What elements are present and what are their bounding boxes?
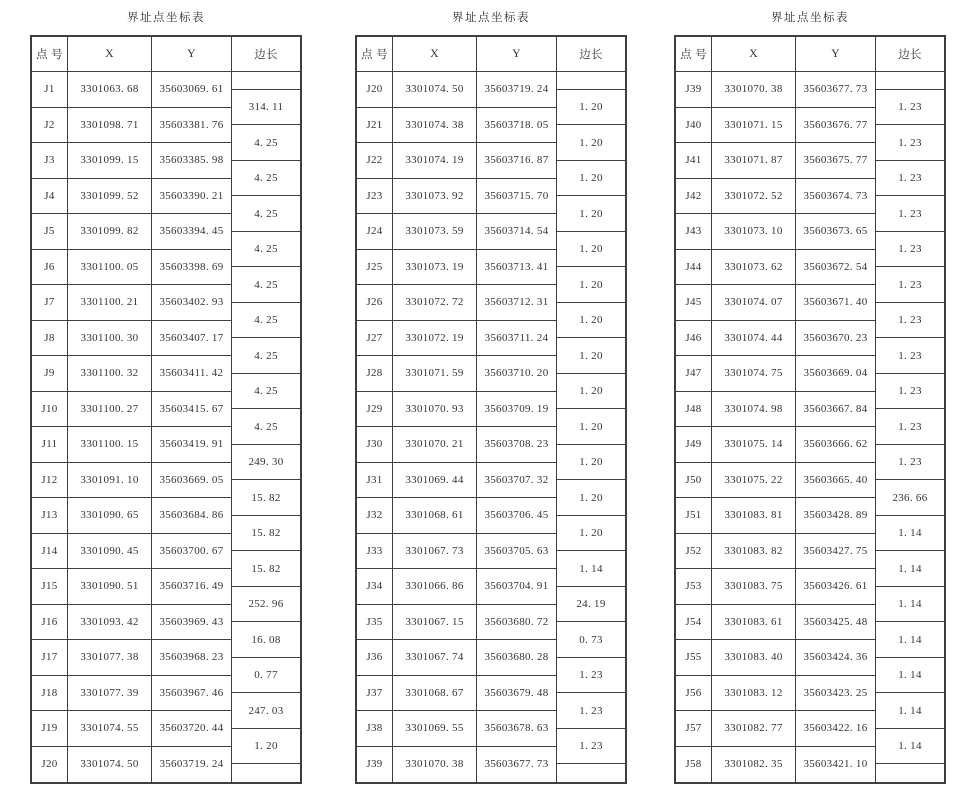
x-coordinate-cell: 3301077. 38 (68, 640, 152, 676)
x-coordinate-cell: 3301067. 15 (393, 605, 477, 641)
y-coordinate-cell: 35603674. 73 (796, 179, 876, 215)
point-id-cell: J44 (676, 250, 712, 286)
x-coordinate-cell: 3301099. 52 (68, 179, 152, 215)
x-coordinate-cell: 3301074. 50 (393, 72, 477, 108)
col-header-point-number: 点 号 (32, 37, 68, 72)
side-length-cell: 249. 30 (232, 445, 300, 481)
y-coordinate-cell: 35603716. 49 (152, 569, 232, 605)
point-id-cell: J4 (32, 179, 68, 215)
point-id-cell: J43 (676, 214, 712, 250)
x-coordinate-cell: 3301099. 15 (68, 143, 152, 179)
x-coordinate-cell: 3301070. 38 (712, 72, 796, 108)
x-coordinate-cell: 3301093. 42 (68, 605, 152, 641)
x-coordinate-cell: 3301098. 71 (68, 108, 152, 144)
x-coordinate-cell: 3301074. 55 (68, 711, 152, 747)
point-id-cell: J35 (357, 605, 393, 641)
side-length-cell: 15. 82 (232, 516, 300, 552)
x-coordinate-cell: 3301074. 07 (712, 285, 796, 321)
y-coordinate-cell: 35603427. 75 (796, 534, 876, 570)
side-length-cell: 1. 14 (557, 551, 625, 587)
y-coordinate-cell: 35603673. 65 (796, 214, 876, 250)
side-length-cell: 1. 20 (557, 196, 625, 232)
y-coordinate-cell: 35603719. 24 (477, 72, 557, 108)
point-coordinate-columns (676, 37, 876, 782)
coordinate-table-block-2 (355, 10, 627, 784)
side-length-cell: 4. 25 (232, 232, 300, 268)
side-length-spacer (232, 72, 300, 90)
point-id-cell: J40 (676, 108, 712, 144)
x-coordinate-cell: 3301066. 86 (393, 569, 477, 605)
point-id-cell: J24 (357, 214, 393, 250)
y-coordinate-cell: 35603704. 91 (477, 569, 557, 605)
point-id-cell: J33 (357, 534, 393, 570)
point-id-cell: J46 (676, 321, 712, 357)
y-coordinate-cell: 35603419. 91 (152, 427, 232, 463)
y-coordinate-cell: 35603422. 16 (796, 711, 876, 747)
y-coordinate-cell: 35603715. 70 (477, 179, 557, 215)
point-id-cell: J45 (676, 285, 712, 321)
side-length-cell: 314. 11 (232, 90, 300, 126)
x-coordinate-cell: 3301072. 72 (393, 285, 477, 321)
point-id-cell: J5 (32, 214, 68, 250)
side-length-cell: 1. 14 (876, 658, 944, 694)
point-id-cell: J57 (676, 711, 712, 747)
side-length-cell: 1. 20 (557, 338, 625, 374)
x-coordinate-cell: 3301075. 14 (712, 427, 796, 463)
point-id-cell: J39 (357, 747, 393, 783)
y-coordinate-cell: 35603679. 48 (477, 676, 557, 712)
point-coordinate-columns (357, 37, 557, 782)
side-length-cell: 1. 14 (876, 693, 944, 729)
side-length-cell: 1. 23 (876, 303, 944, 339)
y-coordinate-cell: 35603415. 67 (152, 392, 232, 428)
y-coordinate-cell: 35603968. 23 (152, 640, 232, 676)
side-length-cell: 1. 23 (876, 161, 944, 197)
y-coordinate-cell: 35603411. 42 (152, 356, 232, 392)
x-coordinate-cell: 3301074. 50 (68, 747, 152, 783)
point-id-cell: J23 (357, 179, 393, 215)
y-coordinate-cell: 35603713. 41 (477, 250, 557, 286)
point-id-cell: J16 (32, 605, 68, 641)
y-coordinate-cell: 35603710. 20 (477, 356, 557, 392)
col-header-side-length: 边长 (876, 37, 944, 72)
x-coordinate-cell: 3301100. 30 (68, 321, 152, 357)
y-coordinate-cell: 35603671. 40 (796, 285, 876, 321)
point-id-cell: J37 (357, 676, 393, 712)
x-coordinate-cell: 3301099. 82 (68, 214, 152, 250)
y-coordinate-cell: 35603705. 63 (477, 534, 557, 570)
x-coordinate-cell: 3301068. 61 (393, 498, 477, 534)
y-coordinate-cell: 35603676. 77 (796, 108, 876, 144)
y-coordinate-cell: 35603720. 44 (152, 711, 232, 747)
y-coordinate-cell: 35603069. 61 (152, 72, 232, 108)
y-coordinate-cell: 35603967. 46 (152, 676, 232, 712)
y-coordinate-cell: 35603425. 48 (796, 605, 876, 641)
side-length-cell: 1. 14 (876, 622, 944, 658)
point-id-cell: J52 (676, 534, 712, 570)
col-header-point-number: 点 号 (676, 37, 712, 72)
y-coordinate-cell: 35603711. 24 (477, 321, 557, 357)
x-coordinate-cell: 3301075. 22 (712, 463, 796, 499)
x-coordinate-cell: 3301083. 40 (712, 640, 796, 676)
y-coordinate-cell: 35603969. 43 (152, 605, 232, 641)
point-id-cell: J55 (676, 640, 712, 676)
point-id-cell: J2 (32, 108, 68, 144)
side-length-cell: 16. 08 (232, 622, 300, 658)
point-id-cell: J53 (676, 569, 712, 605)
col-header-y: Y (796, 37, 876, 72)
side-length-spacer (232, 764, 300, 782)
point-id-cell: J11 (32, 427, 68, 463)
col-header-x: X (712, 37, 796, 72)
side-length-cell: 1. 23 (876, 125, 944, 161)
y-coordinate-cell: 35603667. 84 (796, 392, 876, 428)
x-coordinate-cell: 3301070. 38 (393, 747, 477, 783)
point-id-cell: J42 (676, 179, 712, 215)
coordinate-table (674, 35, 946, 784)
side-length-cell: 1. 23 (876, 409, 944, 445)
y-coordinate-cell: 35603426. 61 (796, 569, 876, 605)
side-length-cell: 1. 23 (557, 693, 625, 729)
side-length-column (876, 37, 944, 782)
point-id-cell: J3 (32, 143, 68, 179)
x-coordinate-cell: 3301067. 73 (393, 534, 477, 570)
point-id-cell: J6 (32, 250, 68, 286)
x-coordinate-cell: 3301071. 87 (712, 143, 796, 179)
y-coordinate-cell: 35603712. 31 (477, 285, 557, 321)
side-length-cell: 1. 23 (876, 196, 944, 232)
x-coordinate-cell: 3301074. 98 (712, 392, 796, 428)
y-coordinate-cell: 35603665. 40 (796, 463, 876, 499)
coordinate-table (355, 35, 627, 784)
point-id-cell: J1 (32, 72, 68, 108)
side-length-cell: 1. 20 (557, 480, 625, 516)
coordinate-table-block-1 (30, 10, 302, 784)
point-id-cell: J21 (357, 108, 393, 144)
x-coordinate-cell: 3301074. 75 (712, 356, 796, 392)
side-length-cell: 1. 23 (876, 338, 944, 374)
point-id-cell: J20 (357, 72, 393, 108)
point-id-cell: J27 (357, 321, 393, 357)
side-length-cell: 1. 20 (232, 729, 300, 765)
y-coordinate-cell: 35603707. 32 (477, 463, 557, 499)
y-coordinate-cell: 35603672. 54 (796, 250, 876, 286)
x-coordinate-cell: 3301073. 62 (712, 250, 796, 286)
y-coordinate-cell: 35603398. 69 (152, 250, 232, 286)
y-coordinate-cell: 35603385. 98 (152, 143, 232, 179)
point-id-cell: J22 (357, 143, 393, 179)
x-coordinate-cell: 3301082. 77 (712, 711, 796, 747)
col-header-side-length: 边长 (232, 37, 300, 72)
side-length-column (557, 37, 625, 782)
side-length-cell: 1. 14 (876, 587, 944, 623)
point-id-cell: J26 (357, 285, 393, 321)
x-coordinate-cell: 3301100. 05 (68, 250, 152, 286)
side-length-cell: 1. 20 (557, 516, 625, 552)
x-coordinate-cell: 3301083. 61 (712, 605, 796, 641)
y-coordinate-cell: 35603684. 86 (152, 498, 232, 534)
side-length-cell: 1. 20 (557, 445, 625, 481)
col-header-x: X (393, 37, 477, 72)
side-length-cell: 1. 14 (876, 551, 944, 587)
point-id-cell: J50 (676, 463, 712, 499)
x-coordinate-cell: 3301100. 27 (68, 392, 152, 428)
point-id-cell: J48 (676, 392, 712, 428)
x-coordinate-cell: 3301072. 19 (393, 321, 477, 357)
x-coordinate-cell: 3301073. 19 (393, 250, 477, 286)
y-coordinate-cell: 35603680. 72 (477, 605, 557, 641)
x-coordinate-cell: 3301083. 81 (712, 498, 796, 534)
side-length-cell: 1. 20 (557, 409, 625, 445)
side-length-cell: 4. 25 (232, 374, 300, 410)
x-coordinate-cell: 3301082. 35 (712, 747, 796, 783)
point-id-cell: J15 (32, 569, 68, 605)
x-coordinate-cell: 3301083. 75 (712, 569, 796, 605)
side-length-cell: 1. 23 (876, 267, 944, 303)
y-coordinate-cell: 35603670. 23 (796, 321, 876, 357)
side-length-cell: 1. 23 (876, 232, 944, 268)
y-coordinate-cell: 35603669. 05 (152, 463, 232, 499)
point-id-cell: J49 (676, 427, 712, 463)
table-title: 界址点坐标表 (127, 12, 205, 24)
side-length-cell: 252. 96 (232, 587, 300, 623)
y-coordinate-cell: 35603714. 54 (477, 214, 557, 250)
x-coordinate-cell: 3301074. 19 (393, 143, 477, 179)
side-length-cell: 1. 20 (557, 374, 625, 410)
x-coordinate-cell: 3301073. 59 (393, 214, 477, 250)
point-id-cell: J8 (32, 321, 68, 357)
side-length-cell: 1. 20 (557, 161, 625, 197)
side-length-cell: 1. 23 (876, 374, 944, 410)
point-id-cell: J17 (32, 640, 68, 676)
y-coordinate-cell: 35603407. 17 (152, 321, 232, 357)
point-id-cell: J25 (357, 250, 393, 286)
point-id-cell: J34 (357, 569, 393, 605)
point-id-cell: J36 (357, 640, 393, 676)
side-length-cell: 1. 20 (557, 267, 625, 303)
y-coordinate-cell: 35603677. 73 (796, 72, 876, 108)
x-coordinate-cell: 3301090. 45 (68, 534, 152, 570)
side-length-cell: 1. 20 (557, 232, 625, 268)
side-length-cell: 1. 23 (557, 658, 625, 694)
side-length-cell: 1. 20 (557, 90, 625, 126)
side-length-cell: 0. 73 (557, 622, 625, 658)
side-length-cell: 4. 25 (232, 338, 300, 374)
point-id-cell: J7 (32, 285, 68, 321)
point-id-cell: J32 (357, 498, 393, 534)
y-coordinate-cell: 35603669. 04 (796, 356, 876, 392)
point-id-cell: J54 (676, 605, 712, 641)
point-id-cell: J13 (32, 498, 68, 534)
point-id-cell: J14 (32, 534, 68, 570)
col-header-y: Y (152, 37, 232, 72)
side-length-cell: 247. 03 (232, 693, 300, 729)
side-length-cell: 24. 19 (557, 587, 625, 623)
x-coordinate-cell: 3301069. 44 (393, 463, 477, 499)
x-coordinate-cell: 3301069. 55 (393, 711, 477, 747)
x-coordinate-cell: 3301074. 38 (393, 108, 477, 144)
side-length-spacer (876, 764, 944, 782)
y-coordinate-cell: 35603718. 05 (477, 108, 557, 144)
side-length-column (232, 37, 300, 782)
col-header-y: Y (477, 37, 557, 72)
y-coordinate-cell: 35603675. 77 (796, 143, 876, 179)
side-length-cell: 1. 23 (557, 729, 625, 765)
col-header-x: X (68, 37, 152, 72)
side-length-cell: 4. 25 (232, 303, 300, 339)
y-coordinate-cell: 35603716. 87 (477, 143, 557, 179)
y-coordinate-cell: 35603700. 67 (152, 534, 232, 570)
x-coordinate-cell: 3301100. 21 (68, 285, 152, 321)
y-coordinate-cell: 35603421. 10 (796, 747, 876, 783)
x-coordinate-cell: 3301074. 44 (712, 321, 796, 357)
point-id-cell: J39 (676, 72, 712, 108)
side-length-cell: 1. 20 (557, 303, 625, 339)
side-length-cell: 4. 25 (232, 125, 300, 161)
point-id-cell: J29 (357, 392, 393, 428)
y-coordinate-cell: 35603678. 63 (477, 711, 557, 747)
y-coordinate-cell: 35603428. 89 (796, 498, 876, 534)
x-coordinate-cell: 3301070. 93 (393, 392, 477, 428)
side-length-cell: 1. 23 (876, 445, 944, 481)
y-coordinate-cell: 35603381. 76 (152, 108, 232, 144)
side-length-cell: 15. 82 (232, 480, 300, 516)
x-coordinate-cell: 3301091. 10 (68, 463, 152, 499)
side-length-cell: 15. 82 (232, 551, 300, 587)
side-length-cell: 4. 25 (232, 267, 300, 303)
y-coordinate-cell: 35603677. 73 (477, 747, 557, 783)
point-id-cell: J51 (676, 498, 712, 534)
point-id-cell: J10 (32, 392, 68, 428)
x-coordinate-cell: 3301068. 67 (393, 676, 477, 712)
point-id-cell: J30 (357, 427, 393, 463)
side-length-cell: 236. 66 (876, 480, 944, 516)
point-id-cell: J18 (32, 676, 68, 712)
point-id-cell: J9 (32, 356, 68, 392)
x-coordinate-cell: 3301071. 59 (393, 356, 477, 392)
x-coordinate-cell: 3301100. 32 (68, 356, 152, 392)
side-length-cell: 4. 25 (232, 161, 300, 197)
point-id-cell: J38 (357, 711, 393, 747)
point-id-cell: J12 (32, 463, 68, 499)
y-coordinate-cell: 35603708. 23 (477, 427, 557, 463)
side-length-spacer (557, 764, 625, 782)
point-id-cell: J19 (32, 711, 68, 747)
side-length-spacer (557, 72, 625, 90)
x-coordinate-cell: 3301077. 39 (68, 676, 152, 712)
x-coordinate-cell: 3301063. 68 (68, 72, 152, 108)
table-title: 界址点坐标表 (452, 12, 530, 24)
x-coordinate-cell: 3301071. 15 (712, 108, 796, 144)
side-length-cell: 1. 23 (876, 90, 944, 126)
x-coordinate-cell: 3301083. 12 (712, 676, 796, 712)
x-coordinate-cell: 3301090. 65 (68, 498, 152, 534)
point-id-cell: J31 (357, 463, 393, 499)
y-coordinate-cell: 35603424. 36 (796, 640, 876, 676)
x-coordinate-cell: 3301090. 51 (68, 569, 152, 605)
side-length-spacer (876, 72, 944, 90)
side-length-cell: 4. 25 (232, 196, 300, 232)
y-coordinate-cell: 35603680. 28 (477, 640, 557, 676)
y-coordinate-cell: 35603423. 25 (796, 676, 876, 712)
y-coordinate-cell: 35603706. 45 (477, 498, 557, 534)
side-length-cell: 0. 77 (232, 658, 300, 694)
point-coordinate-columns (32, 37, 232, 782)
point-id-cell: J47 (676, 356, 712, 392)
coordinate-table-block-3 (674, 10, 946, 784)
y-coordinate-cell: 35603719. 24 (152, 747, 232, 783)
col-header-side-length: 边长 (557, 37, 625, 72)
y-coordinate-cell: 35603394. 45 (152, 214, 232, 250)
x-coordinate-cell: 3301067. 74 (393, 640, 477, 676)
point-id-cell: J41 (676, 143, 712, 179)
side-length-cell: 4. 25 (232, 409, 300, 445)
x-coordinate-cell: 3301083. 82 (712, 534, 796, 570)
x-coordinate-cell: 3301100. 15 (68, 427, 152, 463)
y-coordinate-cell: 35603709. 19 (477, 392, 557, 428)
side-length-cell: 1. 20 (557, 125, 625, 161)
side-length-cell: 1. 14 (876, 729, 944, 765)
point-id-cell: J20 (32, 747, 68, 783)
y-coordinate-cell: 35603666. 62 (796, 427, 876, 463)
y-coordinate-cell: 35603402. 93 (152, 285, 232, 321)
y-coordinate-cell: 35603390. 21 (152, 179, 232, 215)
x-coordinate-cell: 3301070. 21 (393, 427, 477, 463)
x-coordinate-cell: 3301073. 10 (712, 214, 796, 250)
side-length-cell: 1. 14 (876, 516, 944, 552)
x-coordinate-cell: 3301072. 52 (712, 179, 796, 215)
point-id-cell: J28 (357, 356, 393, 392)
point-id-cell: J56 (676, 676, 712, 712)
coordinate-table (30, 35, 302, 784)
col-header-point-number: 点 号 (357, 37, 393, 72)
table-title: 界址点坐标表 (771, 12, 849, 24)
x-coordinate-cell: 3301073. 92 (393, 179, 477, 215)
point-id-cell: J58 (676, 747, 712, 783)
